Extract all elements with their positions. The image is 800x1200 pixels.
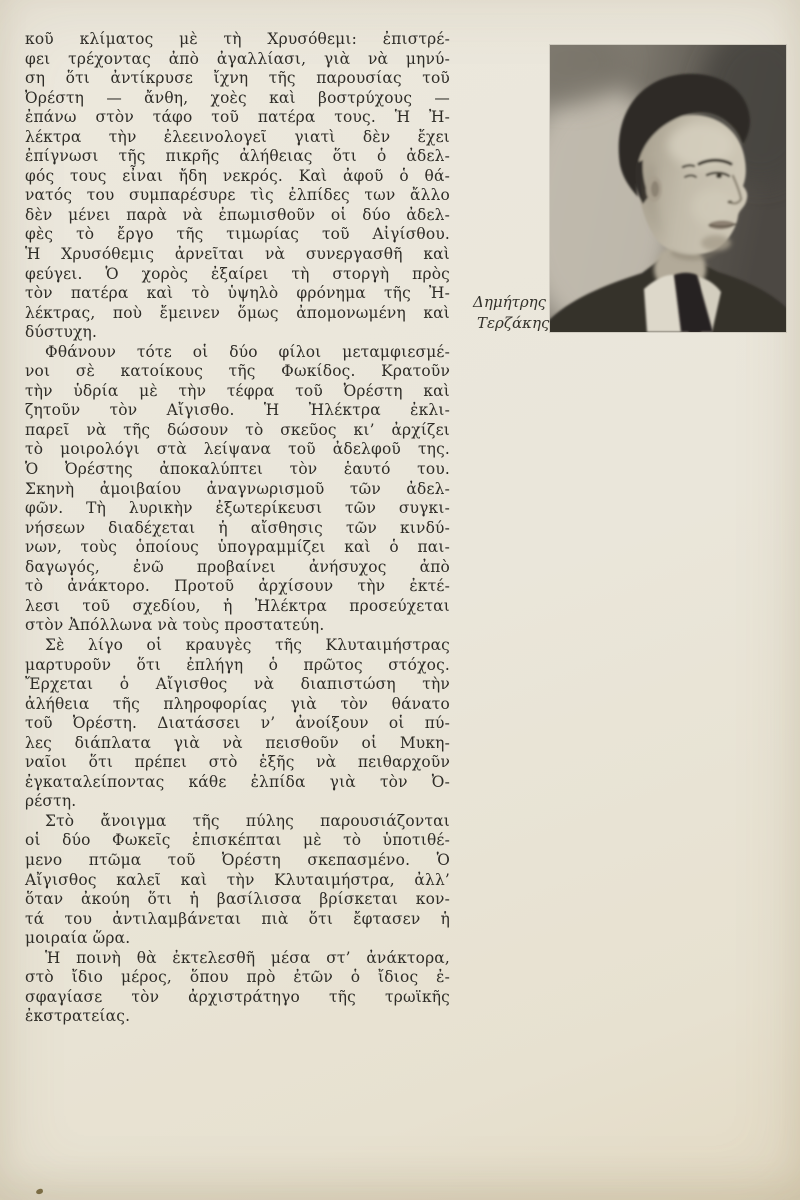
- text-line: φεύγει. Ὁ χορὸς ἐξαίρει τὴ στοργὴ πρὸς: [25, 264, 450, 283]
- text-line: παρεῖ νὰ τῆς δώσουν τὸ σκεῦος κι’ ἀρχίζει: [25, 420, 450, 439]
- text-line: τά του ἀντιλαμβάνεται πιὰ ὅτι ἔφτασεν ἡ: [25, 909, 450, 928]
- text-line: ναῖοι ὅτι πρέπει στὸ ἑξῆς νὰ πειθαρχοῦν: [25, 753, 450, 772]
- text-line: μενο πτῶμα τοῦ Ὀρέστη σκεπασμένο. Ὁ: [25, 850, 450, 869]
- text-line: Σκηνὴ ἀμοιβαίου ἀναγνωρισμοῦ τῶν ἀδελ-: [25, 479, 450, 498]
- text-line: λέκτρας, ποὺ ἔμεινεν ὅμως ἀπομονωμένη καὶ: [25, 303, 450, 322]
- paragraph: [25, 343, 450, 636]
- photo-caption-line1: Δημήτρης: [473, 293, 547, 311]
- text-line: νατός του συμπαρέσυρε τὶς ἐλπίδες των ἄλλο: [25, 186, 450, 205]
- text-line: φει τρέχοντας ἀπὸ ἀγαλλίασι, γιὰ νὰ μηνύ-: [25, 49, 450, 68]
- text-line: ἐκστρατείας.: [25, 1007, 131, 1026]
- text-line: Ὁ Ὀρέστης ἀποκαλύπτει τὸν ἑαυτό του.: [25, 460, 450, 479]
- portrait-photo-figure: [550, 45, 786, 332]
- paper-speck: [35, 1188, 43, 1195]
- text-line: ση ὅτι ἀντίκρυσε ἴχνη τῆς παρουσίας τοῦ: [25, 69, 450, 88]
- text-line: στὸ ἴδιο μέρος, ὅπου πρὸ ἐτῶν ὁ ἴδιος ἐ-: [25, 968, 450, 987]
- text-line: τὸν πατέρα καὶ τὸ ὑψηλὸ φρόνημα τῆς Ἠ-: [25, 284, 450, 303]
- paragraph: [25, 30, 450, 343]
- text-line: φός τους εἶναι ἤδη νεκρός. Καὶ ἀφοῦ ὁ θά-: [25, 166, 450, 185]
- text-line: δαγωγός, ἐνῶ προβαίνει ἀνήσυχος ἀπὸ: [25, 557, 450, 576]
- text-line: Στὸ ἄνοιγμα τῆς πύλης παρουσιάζονται: [45, 811, 450, 830]
- text-line: Αἴγισθος καλεῖ καὶ τὴν Κλυταιμήστρα, ἀλλ’: [25, 870, 450, 889]
- text-line: δύστυχη.: [25, 323, 98, 342]
- photo-caption: [473, 292, 563, 334]
- text-line: Ὀρέστη — ἄνθη, χοὲς καὶ βοστρύχους —: [25, 88, 450, 107]
- text-line: ἐπάνω στὸν τάφο τοῦ πατέρα τους. Ἡ Ἠ-: [25, 108, 450, 127]
- text-line: τὸ ἀνάκτορο. Προτοῦ ἀρχίσουν τὴν ἐκτέ-: [25, 577, 450, 596]
- paragraph: [25, 636, 450, 812]
- text-line: Ἔρχεται ὁ Αἴγισθος νὰ διαπιστώση τὴν: [25, 675, 450, 694]
- text-line: φὲς τὸ ἔργο τῆς τιμωρίας τοῦ Αἰγίσθου.: [25, 225, 450, 244]
- text-line: λες διάπλατα γιὰ νὰ πεισθοῦν οἱ Μυκη-: [25, 733, 450, 752]
- text-line: λεσι τοῦ σχεδίου, ἡ Ἠλέκτρα προσεύχεται: [25, 596, 450, 615]
- text-line: τὴν ὑδρία μὲ τὴν τέφρα τοῦ Ὀρέστη καὶ: [25, 381, 450, 400]
- text-line: νοι σὲ κατοίκους τῆς Φωκίδος. Κρατοῦν: [25, 362, 450, 381]
- text-line: Ἡ ποινὴ θὰ ἐκτελεσθῆ μέσα στ’ ἀνάκτορα,: [45, 948, 450, 967]
- text-line: ἀλήθεια τῆς πληροφορίας γιὰ τὸν θάνατο: [25, 694, 450, 713]
- text-line: Ἡ Χρυσόθεμις ἀρνεῖται νὰ συνεργασθῆ καὶ: [25, 245, 450, 264]
- photo-caption-line2: Τερζάκης: [477, 314, 550, 332]
- text-line: Σὲ λίγο οἱ κραυγὲς τῆς Κλυταιμήστρας: [45, 635, 450, 654]
- paragraph: [25, 949, 450, 1027]
- text-line: ἐγκαταλείποντας κάθε ἐλπίδα γιὰ τὸν Ὀ-: [25, 772, 450, 791]
- text-line: ἐπίγνωσι τῆς πικρῆς ἀλήθειας ὅτι ὁ ἀδελ-: [25, 147, 450, 166]
- text-line: φῶν. Τὴ λυρικὴν ἐξωτερίκευσι τῶν συγκι-: [25, 499, 450, 518]
- text-line: ζητοῦν τὸν Αἴγισθο. Ἡ Ἠλέκτρα ἐκλι-: [25, 401, 450, 420]
- text-line: λέκτρα τὴν ἐλεεινολογεῖ γιατὶ δὲν ἔχει: [25, 127, 450, 146]
- text-line: σφαγίασε τὸν ἀρχιστράτηγο τῆς τρωϊκῆς: [25, 987, 450, 1006]
- text-line: ὅταν ἀκούη ὅτι ἡ βασίλισσα βρίσκεται κον-: [25, 890, 450, 909]
- text-line: μαρτυροῦν ὅτι ἐπλήγη ὁ πρῶτος στόχος.: [25, 655, 450, 674]
- text-line: δὲν μένει παρὰ νὰ ἐπωμισθοῦν οἱ δύο ἀδελ-: [25, 205, 450, 224]
- text-line: Φθάνουν τότε οἱ δύο φίλοι μεταμφιεσμέ-: [45, 342, 450, 361]
- text-line: τὸ μοιρολόγι στὰ λείψανα τοῦ ἀδελφοῦ της.: [25, 440, 450, 459]
- text-line: νήσεων διαδέχεται ἡ αἴσθησις τῶν κινδύ-: [25, 518, 450, 537]
- paragraph: [25, 812, 450, 949]
- text-line: νων, τοὺς ὁποίους ὑπογραμμίζει καὶ ὁ παι-: [25, 538, 450, 557]
- text-column: [25, 30, 450, 1027]
- text-line: στὸν Ἀπόλλωνα νὰ τοὺς προστατεύη.: [25, 616, 325, 635]
- text-line: τοῦ Ὀρέστη. Διατάσσει ν’ ἀνοίξουν οἱ πύ-: [25, 714, 450, 733]
- portrait-photo: [550, 45, 786, 332]
- text-line: ρέστη.: [25, 792, 77, 811]
- text-line: κοῦ κλίματος μὲ τὴ Χρυσόθεμι: ἐπιστρέ-: [25, 30, 450, 48]
- text-line: οἱ δύο Φωκεῖς ἐπισκέπται μὲ τὸ ὑποτιθέ-: [25, 831, 450, 850]
- text-line: μοιραία ὥρα.: [25, 929, 131, 948]
